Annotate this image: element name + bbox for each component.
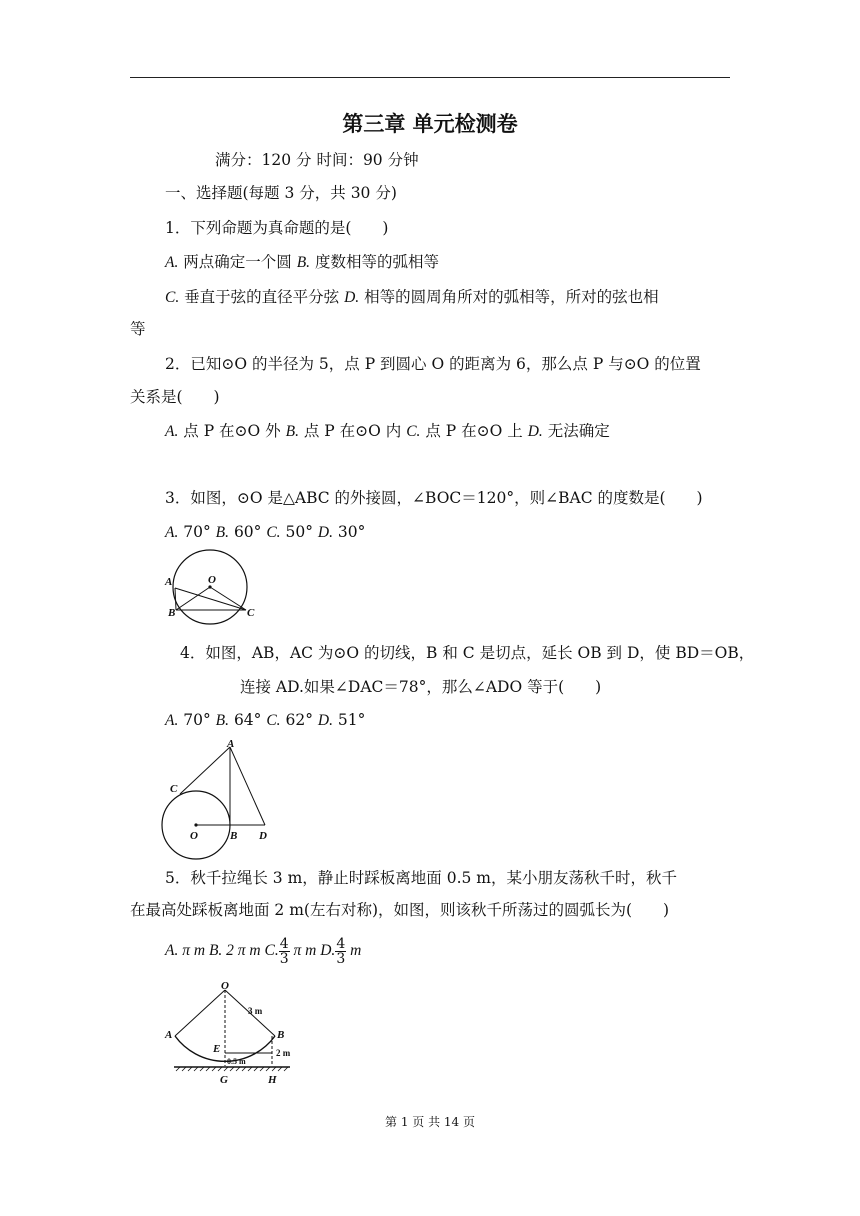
option-letter: D. <box>317 524 333 541</box>
option-text: 2 π m <box>222 942 265 959</box>
option-text: 点 P 在⊙O 外 <box>178 422 286 440</box>
option-letter: A. <box>165 254 179 271</box>
section-heading: 一、选择题(每题 3 分，共 30 分) <box>165 184 397 202</box>
q5-stem-line1: 5．秋千拉绳长 3 m，静止时踩板离地面 0.5 m，某小朋友荡秋千时，秋千 <box>165 869 677 887</box>
label-length-0-5m: 0.5 m <box>227 1057 246 1066</box>
page-footer: 第 1 页 共 14 页 <box>385 1115 475 1129</box>
option-text: 62° <box>280 711 318 729</box>
option-text: 点 P 在⊙O 上 <box>420 422 528 440</box>
option-letter: B. <box>215 712 230 729</box>
option-letter: B. <box>215 524 230 541</box>
option-text: m <box>346 942 362 959</box>
label-a: A <box>165 1029 173 1041</box>
option-text: π m <box>289 942 321 959</box>
q1-options-line3: 等 <box>130 320 146 338</box>
option-text: π m <box>178 942 209 959</box>
label-a: A <box>227 738 235 750</box>
option-letter: D. <box>320 942 336 959</box>
option-letter: D. <box>317 712 333 729</box>
q3-circle-figure <box>160 550 260 625</box>
option-text: 垂直于弦的直径平分弦 <box>179 288 345 306</box>
label-length-2m: 2 m <box>276 1048 291 1058</box>
q2-options <box>165 421 610 442</box>
q3-stem: 3．如图，⊙O 是△ABC 的外接圆，∠BOC＝120°，则∠BAC 的度数是( ) <box>165 489 703 507</box>
option-letter: B. <box>296 254 311 271</box>
option-letter: C. <box>406 423 421 440</box>
option-text: 无法确定 <box>542 422 610 440</box>
option-text: 70° <box>178 523 216 541</box>
label-o: O <box>221 980 229 992</box>
label-g: G <box>220 1074 228 1086</box>
q5-options <box>165 933 361 968</box>
option-text: 两点确定一个圆 <box>178 253 297 271</box>
q1-options-line1 <box>165 252 439 273</box>
fraction-denominator: 3 <box>336 950 346 967</box>
option-letter: D. <box>344 289 360 306</box>
fraction-numerator: 4 <box>279 935 289 952</box>
label-h: H <box>268 1074 277 1086</box>
header-rule <box>130 77 730 78</box>
q2-stem-line2: 关系是( ) <box>130 388 220 406</box>
option-letter: C. <box>264 942 279 959</box>
option-letter: B. <box>285 423 299 440</box>
fraction <box>335 937 346 966</box>
fraction-numerator: 4 <box>336 935 346 952</box>
option-letter: A. <box>165 423 179 440</box>
q2-stem-line1: 2．已知⊙O 的半径为 5，点 P 到圆心 O 的距离为 6，那么点 P 与⊙O 的位置 <box>165 355 701 373</box>
label-a: A <box>165 576 173 588</box>
option-letter: C. <box>266 712 281 729</box>
option-text: 51° <box>332 711 366 729</box>
option-letter: A. <box>165 524 179 541</box>
fraction <box>279 937 290 966</box>
option-text: 相等的圆周角所对的弧相等，所对的弦也相 <box>359 288 659 306</box>
option-text: 50° <box>280 523 318 541</box>
q3-options <box>165 522 365 543</box>
label-o: O <box>190 830 198 842</box>
q1-stem: 1．下列命题为真命题的是( ) <box>165 219 389 237</box>
label-c: C <box>247 607 255 619</box>
q4-stem-line1: 4．如图，AB，AC 为⊙O 的切线，B 和 C 是切点，延长 OB 到 D，使 BD＝OB， <box>180 644 755 662</box>
option-letter: C. <box>165 289 180 306</box>
option-text: 30° <box>332 523 366 541</box>
q4-options <box>165 710 365 731</box>
option-letter: A. <box>165 942 179 959</box>
option-text: 64° <box>229 711 267 729</box>
page-title: 第三章 单元检测卷 <box>342 112 518 136</box>
label-b: B <box>277 1029 285 1041</box>
option-text: 度数相等的弧相等 <box>310 253 439 271</box>
option-letter: A. <box>165 712 179 729</box>
label-d: D <box>259 830 267 842</box>
option-letter: C. <box>266 524 281 541</box>
q4-tangent-figure <box>160 737 280 867</box>
label-o: O <box>208 574 216 586</box>
option-text: 点 P 在⊙O 内 <box>298 422 407 440</box>
exam-meta: 满分：120 分 时间：90 分钟 <box>215 151 419 169</box>
label-c: C <box>170 783 178 795</box>
q1-options-line2 <box>165 287 659 308</box>
q5-swing-figure <box>160 980 310 1086</box>
option-text: 70° <box>178 711 216 729</box>
label-length-3m: 3 m <box>248 1006 263 1016</box>
fraction-denominator: 3 <box>279 950 289 967</box>
label-b: B <box>168 607 176 619</box>
option-text: 60° <box>229 523 267 541</box>
option-letter: D. <box>527 423 543 440</box>
option-letter: B. <box>208 942 223 959</box>
label-e: E <box>213 1043 221 1055</box>
q5-stem-line2: 在最高处踩板离地面 2 m(左右对称)，如图，则该秋千所荡过的圆弧长为( ) <box>130 901 670 919</box>
label-b: B <box>230 830 238 842</box>
q4-stem-line2: 连接 AD.如果∠DAC＝78°，那么∠ADO 等于( ) <box>240 678 602 696</box>
